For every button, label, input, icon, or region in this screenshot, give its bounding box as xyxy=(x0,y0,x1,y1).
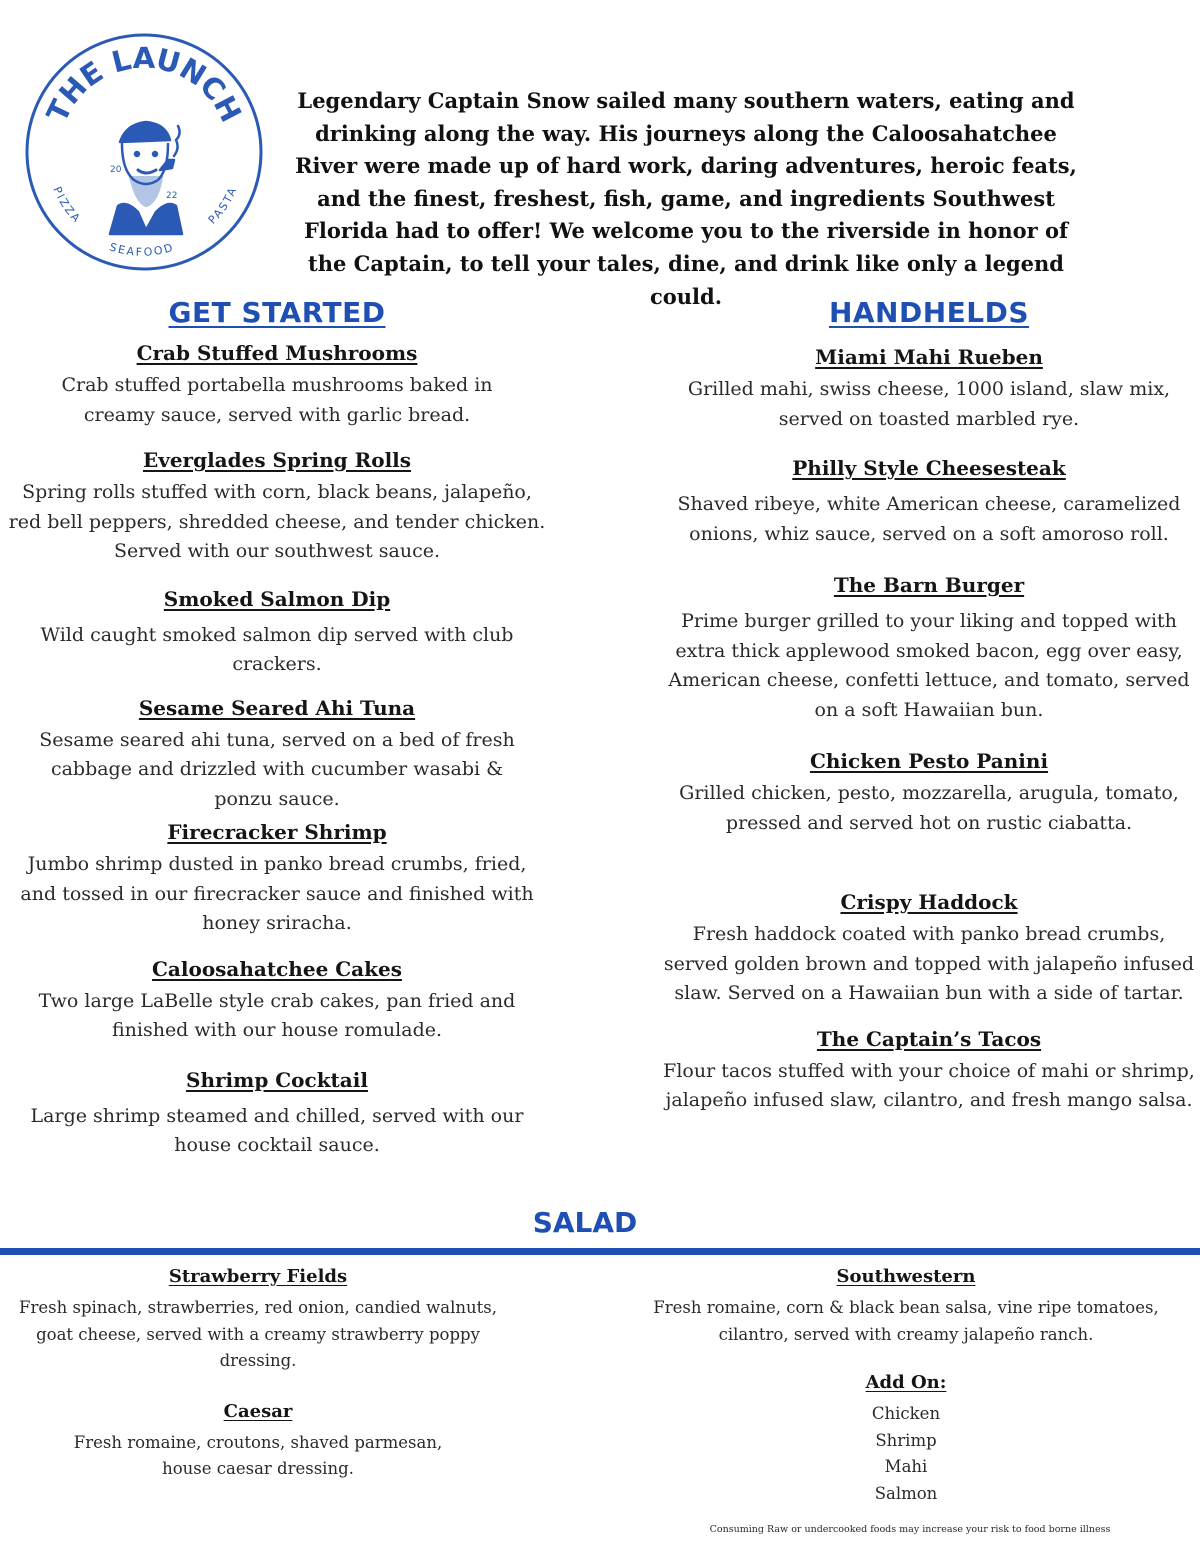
menu-item-description: Fresh spinach, strawberries, red onion, candied walnuts, goat cheese, served with a creamy strawberry poppy dressing. xyxy=(19,1298,497,1370)
menu-item xyxy=(10,1401,506,1483)
menu-item-description: Shaved ribeye, white American cheese, caramelized onions, whiz sauce, served on a soft amoroso roll. xyxy=(677,493,1181,545)
menu-item-description: Fresh romaine, corn & black bean salsa, vine ripe tomatoes, cilantro, served with creamy jalapeño ranch. xyxy=(653,1298,1159,1344)
handhelds-section xyxy=(662,296,1196,1116)
menu-item-description: Wild caught smoked salmon dip served with club crackers. xyxy=(40,623,514,675)
menu-item-name: Caesar xyxy=(223,1400,293,1422)
menu-item-name: Crispy Haddock xyxy=(840,890,1018,914)
menu-item-description: Fresh haddock coated with panko bread crumbs, served golden brown and topped with jalapeño infused slaw. Served on a Hawaiian bun with a side of tartar. xyxy=(663,923,1195,1004)
add-on-title: Add On: xyxy=(865,1372,947,1393)
salad-title: SALAD xyxy=(532,1206,638,1239)
menu-item-name: Shrimp Cocktail xyxy=(186,1067,368,1092)
menu-item-name: Caloosahatchee Cakes xyxy=(152,956,402,981)
menu-item-name: Sesame Seared Ahi Tuna xyxy=(138,695,416,720)
get-started-section xyxy=(8,296,546,1161)
menu-item-description: Flour tacos stuffed with your choice of mahi or shrimp, jalapeño infused slaw, cilantro, and fresh mango salsa. xyxy=(663,1059,1195,1111)
the-launch-logo xyxy=(22,30,266,274)
salad-divider xyxy=(0,1248,1200,1255)
menu-item xyxy=(640,1266,1172,1348)
menu-item-name: Chicken Pesto Panini xyxy=(809,749,1049,773)
menu-item-name: Southwestern xyxy=(836,1266,976,1287)
menu-item-name: Crab Stuffed Mushrooms xyxy=(136,341,418,365)
handhelds-title: HANDHELDS xyxy=(828,296,1030,329)
menu-item xyxy=(8,448,546,567)
menu-item xyxy=(662,345,1196,434)
captain-portrait-icon xyxy=(110,122,182,234)
menu-item-description: Spring rolls stuffed with corn, black beans, jalapeño, red bell peppers, shredded cheese, and tender chicken. Served with our southwest sauce. xyxy=(8,481,546,562)
logo-year-bottom: 22 xyxy=(166,191,178,201)
menu-item xyxy=(8,587,546,680)
logo-tagline-pizza: PIZZA xyxy=(50,184,84,227)
add-on-item: Shrimp xyxy=(875,1430,937,1450)
menu-item-name: Strawberry Fields xyxy=(168,1266,348,1287)
menu-item xyxy=(662,573,1196,725)
menu-item-description: Grilled chicken, pesto, mozzarella, arugula, tomato, pressed and served hot on rustic ciabatta. xyxy=(679,782,1179,834)
menu-item xyxy=(8,341,546,430)
add-on-item: Mahi xyxy=(884,1457,928,1476)
menu-item-description: Two large LaBelle style crab cakes, pan fried and finished with our house romulade. xyxy=(38,989,516,1041)
menu-item-name: Miami Mahi Rueben xyxy=(815,345,1043,369)
menu-item-description: Sesame seared ahi tuna, served on a bed of fresh cabbage and drizzled with cucumber wasabi & ponzu sauce. xyxy=(39,728,515,810)
menu-item xyxy=(8,696,546,815)
menu-item-description: Fresh romaine, croutons, shaved parmesan, house caesar dressing. xyxy=(73,1432,443,1478)
add-on-block xyxy=(640,1372,1172,1507)
menu-item xyxy=(8,820,546,939)
menu-item xyxy=(8,1068,546,1161)
menu-item-description: Crab stuffed portabella mushrooms baked in creamy sauce, served with garlic bread. xyxy=(61,374,493,426)
menu-item xyxy=(662,749,1196,838)
add-on-list xyxy=(640,1401,1172,1507)
menu-item-description: Grilled mahi, swiss cheese, 1000 island, slaw mix, served on toasted marbled rye. xyxy=(687,378,1171,430)
menu-item-name: Firecracker Shrimp xyxy=(167,820,387,844)
add-on-item: Salmon xyxy=(874,1483,938,1503)
add-on-item: Chicken xyxy=(871,1404,941,1423)
menu-item-description: Prime burger grilled to your liking and topped with extra thick applewood smoked bacon, egg over easy, American cheese, confetti lettuce, and tomato, served on a soft Hawaiian bun. xyxy=(668,610,1190,721)
menu-item-description: Large shrimp steamed and chilled, served with our house cocktail sauce. xyxy=(30,1104,524,1156)
menu-item-name: The Barn Burger xyxy=(833,573,1025,597)
menu-item xyxy=(662,890,1196,1009)
logo-name: THE LAUNCH xyxy=(39,40,249,128)
salad-left-column xyxy=(10,1266,506,1483)
salad-right-column xyxy=(640,1266,1172,1507)
food-safety-disclaimer: Consuming Raw or undercooked foods may increase your risk to food borne illness xyxy=(709,1524,1111,1535)
menu-item-name: Philly Style Cheesesteak xyxy=(792,456,1066,480)
menu-item xyxy=(662,1027,1196,1116)
menu-item-name: The Captain’s Tacos xyxy=(816,1026,1042,1051)
logo-year-top: 20 xyxy=(110,165,122,175)
intro-paragraph: Legendary Captain Snow sailed many southern waters, eating and drinking along the way. His journeys along the Caloosahatchee River were made up of hard work, daring adventures, heroic feats, and the finest, freshest, fish, game, and ingredients Southwest Florida had to offer! We welcome you to the riverside in honor of the Captain, to tell your tales, dine, and drink like only a legend could. xyxy=(295,88,1077,309)
menu-item-description: Jumbo shrimp dusted in panko bread crumbs, fried, and tossed in our firecracker sauce and finished with honey sriracha. xyxy=(20,853,534,934)
menu-item xyxy=(10,1266,506,1375)
menu-item xyxy=(662,456,1196,549)
menu-item-name: Everglades Spring Rolls xyxy=(142,448,412,472)
logo-tagline-seafood: SEAFOOD xyxy=(107,240,177,259)
menu-item-name: Smoked Salmon Dip xyxy=(163,586,391,611)
get-started-title: GET STARTED xyxy=(168,296,386,329)
logo-tagline-pasta: PASTA xyxy=(205,184,240,227)
menu-item xyxy=(8,957,546,1046)
